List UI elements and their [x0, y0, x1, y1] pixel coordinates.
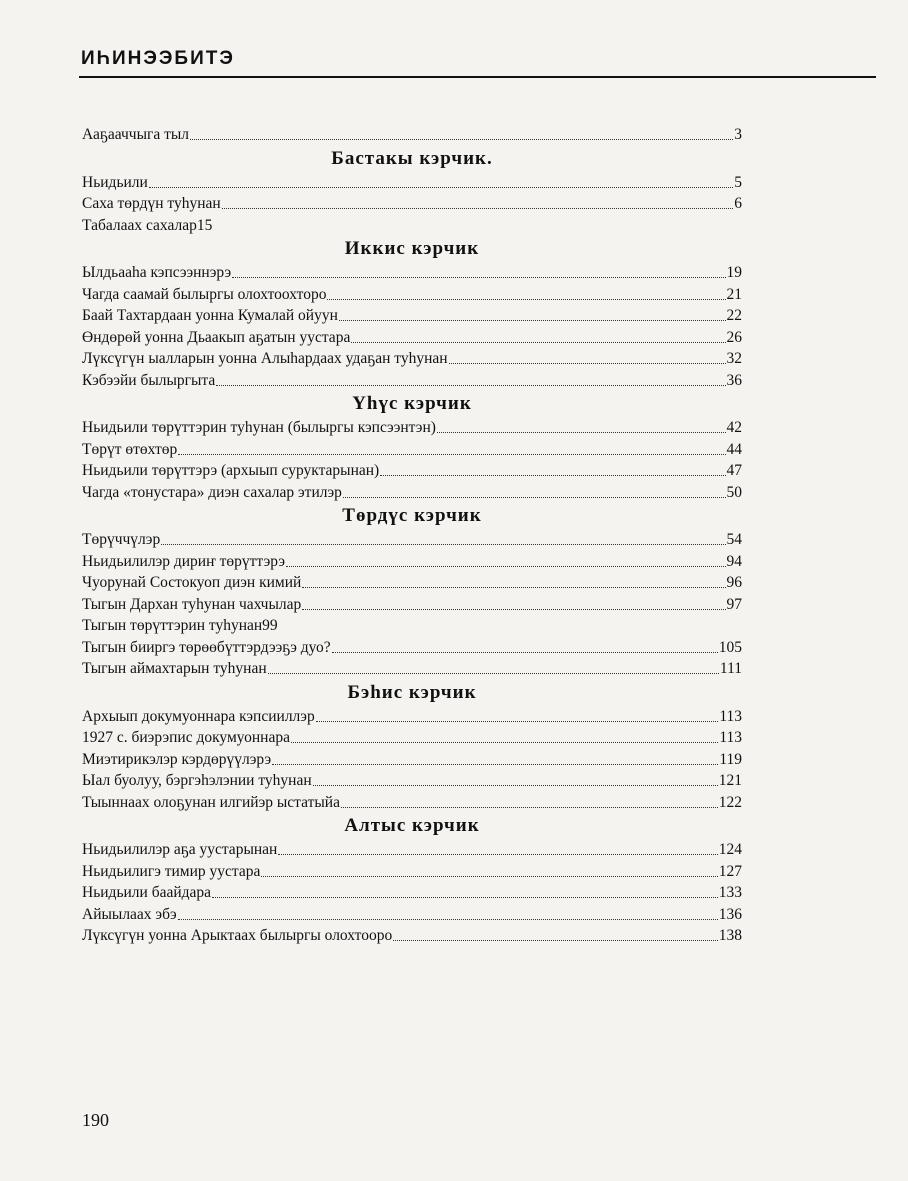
toc-leader-dots	[380, 475, 725, 476]
toc-leader-dots	[339, 320, 726, 321]
toc-entry	[82, 904, 742, 926]
toc-entry-page: 97	[726, 595, 742, 613]
toc-entry	[82, 706, 742, 728]
toc-leader-dots	[351, 342, 725, 343]
toc-leader-dots	[190, 139, 733, 140]
toc-entry-page: 47	[726, 462, 742, 479]
toc-entry-page: 22	[726, 307, 742, 324]
toc-entry-page: 133	[718, 884, 742, 901]
toc-entry-title: Өндөрөй уонна Дьаакып аҕатын уустара	[82, 328, 351, 346]
toc-entry-page: 113	[719, 729, 742, 746]
toc-entry-page: 136	[718, 905, 742, 923]
toc-entry	[82, 417, 742, 439]
toc-leader-dots	[332, 652, 718, 653]
toc-entry	[82, 370, 742, 392]
toc-entry-page: 121	[718, 772, 742, 789]
toc-entry-page: 42	[726, 419, 742, 436]
toc-entry-title: Ньидьилигэ тимир уустара	[82, 862, 261, 880]
toc-entry-page: 127	[718, 862, 742, 880]
toc-entry-title: Архыып докумуоннара кэпсииллэр	[82, 707, 315, 725]
toc-entry	[82, 658, 742, 680]
toc-entry-page: 113	[719, 707, 742, 725]
toc-entry-title: Ньидьили баайдара	[82, 884, 212, 901]
toc-entry-title: Лүксүгүн ыалларын уонна Алыһардаах удаҕан туһунан	[82, 350, 448, 367]
toc-entry	[82, 482, 742, 504]
toc-entry-title: Баай Тахтардаан уонна Кумалай ойуун	[82, 307, 338, 324]
toc-leader-dots	[222, 208, 734, 209]
toc-entry	[82, 439, 742, 461]
toc-entry	[82, 615, 742, 637]
toc-section	[82, 391, 742, 503]
toc-entry-page: 96	[726, 574, 742, 591]
toc-entry	[82, 529, 742, 551]
toc-entry-title: Ыал буолуу, бэргэһэлэнии туһунан	[82, 772, 312, 789]
toc-leader-dots	[343, 497, 726, 498]
toc-entry-page: 124	[718, 841, 742, 858]
toc-entry-title: Ньидьили төрүттэрэ (архыып суруктарынан)	[82, 462, 380, 479]
toc-entry-page: 111	[719, 660, 742, 677]
toc-entry-title: Тыгын аймахтарын туһунан	[82, 660, 267, 677]
toc-leader-dots	[268, 673, 719, 674]
toc-entry	[82, 572, 742, 594]
toc-entry-title: Төрүт өтөхтөр	[82, 440, 178, 458]
toc-leader-dots	[341, 807, 718, 808]
toc-leader-dots	[393, 940, 718, 941]
toc-entry	[82, 839, 742, 861]
toc-entry-title: Лүксүгүн уонна Арыктаах былыргы олохтооро	[82, 927, 393, 944]
section-title: Бэһис кэрчик	[347, 681, 477, 703]
toc-entry-title: Төрүччүлэр	[82, 531, 161, 548]
toc-leader-dots	[278, 854, 717, 855]
toc-entry-page: 26	[726, 328, 742, 346]
toc-entry-page: 105	[718, 638, 742, 656]
toc-entry-title: Ааҕааччыга тыл	[82, 126, 190, 143]
toc-entry-page: 5	[734, 173, 742, 191]
toc-entry-page: 6	[734, 195, 742, 212]
toc-leader-dots	[232, 277, 725, 278]
toc-entry	[82, 215, 742, 237]
toc-entry-title: Саха төрдүн туһунан	[82, 195, 221, 212]
toc-entry-title: Тыгын бииргэ төрөөбүттэрдээҕэ дуо?	[82, 638, 331, 656]
toc-entry-page: 54	[726, 531, 742, 548]
toc-entry-page: 138	[718, 927, 742, 944]
toc-leader-dots	[149, 187, 733, 188]
toc-entry-title: Чагда «тонустара» диэн сахалар этилэр	[82, 483, 342, 501]
toc-entry	[82, 172, 742, 194]
toc-entry-title: Ньидьили төрүттэрин туһунан (былыргы кэпсээнтэн)	[82, 419, 436, 436]
toc-entry	[82, 861, 742, 883]
toc-entry-page: 32	[726, 350, 742, 367]
toc-entry-page: 3	[734, 126, 742, 143]
toc-entry	[82, 124, 742, 146]
toc-leader-dots	[261, 876, 717, 877]
toc-entry	[82, 305, 742, 327]
toc-entry-page: 19	[726, 264, 742, 281]
toc-entry	[82, 882, 742, 904]
toc-section	[82, 503, 742, 680]
running-header	[79, 42, 876, 78]
toc-entry	[82, 770, 742, 792]
toc-intro	[82, 124, 742, 146]
header-title: ИҺИНЭЭБИТЭ	[81, 48, 235, 69]
toc-entry-title: Ньидьилилэр аҕа уустарынан	[82, 841, 278, 858]
toc-entry-title: Чагда саамай былыргы олохтоохторо	[82, 285, 327, 303]
toc-leader-dots	[449, 363, 726, 364]
toc-section	[82, 680, 742, 814]
toc-entry-title: Кэбээйи былыргыта	[82, 371, 216, 389]
toc-entry	[82, 551, 742, 573]
toc-entry-title: Тыгын төрүттэрин туһунан99	[82, 617, 278, 634]
toc-entry	[82, 284, 742, 306]
toc-leader-dots	[302, 609, 725, 610]
toc-leader-dots	[302, 587, 725, 588]
toc-entry-page: 119	[719, 750, 742, 768]
toc-leader-dots	[316, 721, 719, 722]
toc-leader-dots	[286, 566, 725, 567]
toc-leader-dots	[437, 432, 726, 433]
page-number: 190	[82, 1110, 109, 1130]
toc-entry	[82, 193, 742, 215]
toc-entry	[82, 792, 742, 814]
toc-entry-page: 94	[726, 552, 742, 570]
toc-leader-dots	[161, 544, 725, 545]
toc-entry-title: Табалаах сахалар15	[82, 216, 213, 234]
toc-entry	[82, 348, 742, 370]
section-title: Бастакы кэрчик.	[331, 147, 493, 169]
toc-entry	[82, 637, 742, 659]
toc-leader-dots	[178, 454, 725, 455]
section-title: Төрдүс кэрчик	[342, 505, 482, 526]
toc-entry-title: Тыыннаах олоҕунан илгийэр ыстатыйа	[82, 793, 340, 811]
toc-section	[82, 236, 742, 391]
table-of-contents	[82, 124, 742, 947]
toc-entry	[82, 727, 742, 749]
toc-entry-page: 36	[726, 371, 742, 389]
toc-section	[82, 813, 742, 947]
toc-entry-title: Тыгын Дархан туһунан чахчылар	[82, 595, 302, 613]
toc-entry-title: Ньидьилилэр дириҥ төрүттэрэ	[82, 552, 286, 570]
toc-entry-title: Ылдьааһа кэпсээннэрэ	[82, 264, 232, 281]
toc-entry-page: 44	[726, 440, 742, 458]
section-title: Иккис кэрчик	[344, 238, 480, 259]
toc-entry-title: Ньидьили	[82, 173, 148, 191]
toc-leader-dots	[313, 785, 718, 786]
toc-leader-dots	[272, 764, 718, 765]
toc-leader-dots	[291, 742, 718, 743]
toc-entry-page: 50	[726, 483, 742, 501]
toc-entry-title: Чуорунай Состокуоп диэн кимий	[82, 574, 302, 591]
toc-entry-page: 21	[726, 285, 742, 303]
toc-entry	[82, 594, 742, 616]
toc-entry-title: Миэтирикэлэр кэрдөрүүлэрэ	[82, 750, 272, 768]
toc-entry	[82, 460, 742, 482]
toc-leader-dots	[216, 385, 725, 386]
toc-section	[82, 146, 742, 237]
toc-entry-title: Айыылаах эбэ	[82, 905, 177, 923]
section-title: Үһүс кэрчик	[352, 393, 472, 414]
section-title: Алтыс кэрчик	[344, 815, 480, 836]
toc-entry	[82, 749, 742, 771]
toc-leader-dots	[212, 897, 718, 898]
toc-entry-title: 1927 с. биэрэпис докумуоннара	[82, 729, 290, 746]
toc-entry	[82, 262, 742, 284]
toc-leader-dots	[178, 919, 718, 920]
toc-entry	[82, 925, 742, 947]
toc-entry	[82, 327, 742, 349]
toc-entry-page: 122	[718, 793, 742, 811]
toc-leader-dots	[327, 299, 725, 300]
